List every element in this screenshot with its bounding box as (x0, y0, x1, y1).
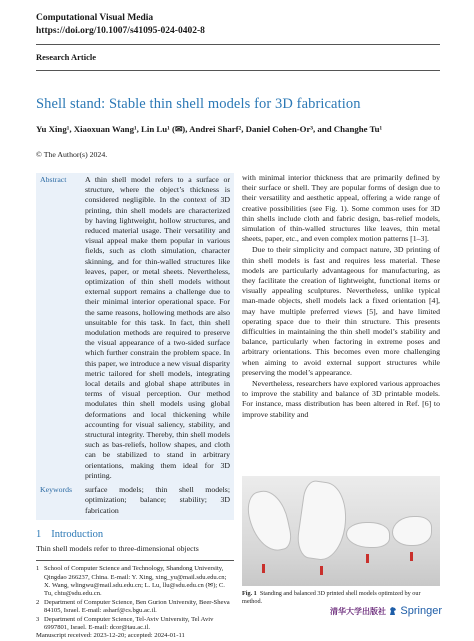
footnotes (36, 560, 234, 641)
footnote-item (36, 616, 234, 633)
keywords-text: surface models; thin shell models; optimization; balance; stability; 3D fabrication (85, 485, 230, 515)
paper-title: Shell stand: Stable thin shell models for 3D fabrication (36, 96, 361, 112)
stand-marker (366, 554, 369, 563)
springer-logo (388, 605, 442, 617)
article-type-divider (36, 70, 440, 71)
figure-caption-text: Standing and balanced 3D printed shell models optimized by our method. (242, 590, 421, 605)
shell-model (244, 487, 294, 556)
journal-header (36, 12, 440, 38)
author-list: Yu Xing¹, Xiaoxuan Wang¹, Lin Lu¹ (✉), Andrei Sharf², Daniel Cohen-Or³, and Changhe Tu¹ (36, 124, 383, 134)
figure-label: Fig. 1 (242, 590, 257, 597)
article-type: Research Article (36, 52, 97, 62)
body-paragraph: Nevertheless, researchers have explored various approaches to improve the stability and balance of 3D printable models. For instance, mass distribution has been altered in Ref. [6] to improve stability and (242, 379, 440, 419)
section-number: 1 (36, 528, 42, 540)
footnote-text: School of Computer Science and Technology, Shandong University, Qingdao 266237, China. E-mail: Y. Xing, xing_yu@mail.sdu.edu.cn; X. Wang, wlingwu@mail.sdu.edu.cn; L. Lu, llu@sdu.edu.cn (✉); C. Tu, chtu@sdu.edu.cn. (44, 565, 227, 598)
tsinghua-press-logo: 清华大学出版社 (330, 605, 386, 616)
doi-link[interactable]: https://doi.org/10.1007/s41095-024-0402-8 (36, 26, 205, 36)
footnote-text: Department of Computer Science, Tel-Aviv University, Tel Aviv 6997801, Israel. E-mail: dcor@tau.ac.il. (44, 615, 214, 631)
footnote-number: 1 (36, 565, 40, 573)
footnote-item (36, 599, 234, 616)
shell-model (346, 522, 390, 548)
footnote-number: 3 (36, 615, 40, 623)
section-heading-introduction (36, 530, 234, 540)
abstract-text: A thin shell model refers to a surface or structure, where the object’s thickness is considered negligible. In the context of 3D printing, thin shell models are characterized by having lightweight, hollow structures, and reduced material usage. Their versatility and visual appeal make them popular in various fields, such as cloth simulation, character skinning, and for thin-walled structures like leaves, paper, or metal sheets. Nevertheless, optimization of thin shell models without external support remains a challenge due to their minimal interior operational space. For the same reasons, hollowing methods are also unsuitable for this task. In fact, thin shell modulation methods are required to preserve the visual appearance of a two-sided surface which further constrain the problem space. In this paper, we introduce a new visual disparity metric tailored for shell models, integrating local details and global shape attributes in terms of visual perception. Our method modulates thin shell models using global deformations and local thickening while accounting for visual saliency, stability, and structural integrity. Thereby, thin shell models such as bas-reliefs, hollow shapes, and cloth can be stabilized to stand in arbitrary orientations, making them ideal for 3D printing. (85, 175, 230, 480)
shell-model (295, 479, 351, 563)
section-title: Introduction (51, 528, 104, 540)
body-paragraph: Due to their simplicity and compact nature, 3D printing of thin shell models is fast and requires less material. These models are particularly advantageous for manufacturing, as they facilitate the creation of lightweight, functional items or visually appealing sculptures. Nevertheless, unlike typical man-made objects, shell models lack a fixed orientation [4], may have multiple preferred views [5], and have limited operating space due to their thin structure. This presents difficulties in maintaining the thin shell model’s stability and balance, particularly when factoring in extreme poses and arbitrary orientations. This becomes even more challenging when aiming to avoid external support structures while preserving the model’s appearance. (242, 245, 440, 377)
intro-paragraph-start: Thin shell models refer to three-dimensional objects (36, 543, 199, 553)
footnote-number: 2 (36, 598, 40, 606)
left-column (36, 173, 234, 641)
footnote-item (36, 565, 234, 599)
stand-marker (410, 552, 413, 561)
copyright-notice: © The Author(s) 2024. (36, 150, 108, 159)
right-column (242, 173, 440, 420)
springer-horse-icon (388, 606, 398, 616)
manuscript-dates: Manuscript received: 2023-12-20; accepted: 2024-01-11 (36, 632, 185, 640)
header-divider (36, 44, 440, 45)
stand-marker (320, 566, 323, 575)
springer-wordmark: Springer (400, 605, 442, 617)
stand-marker (262, 564, 265, 573)
figure-photo (242, 476, 440, 586)
shell-model (392, 516, 432, 546)
body-paragraph: with minimal interior thickness that are primarily defined by their surface or shell. They are popular forms of design due to their versatility and aesthetic appeal, offering a wide range of creative possibilities (see Fig. 1). Some common uses for 3D thin shells include cloth and fabric design, bas-relief models, simulation of thin-walled structures like leaves, thin metal sheets, paper, etc., and even complex motion patterns [1–3]. (242, 173, 440, 244)
abstract-label: Abstract (40, 175, 67, 184)
publisher-logos (330, 602, 442, 620)
abstract-block (36, 173, 234, 520)
footnote-text: Department of Computer Science, Ben Gurion University, Beer-Sheva 84105, Israel. E-mail: asharf@cs.bgu.ac.il. (44, 598, 230, 615)
keywords-label: Keywords (40, 485, 73, 495)
journal-name: Computational Visual Media (36, 13, 154, 23)
